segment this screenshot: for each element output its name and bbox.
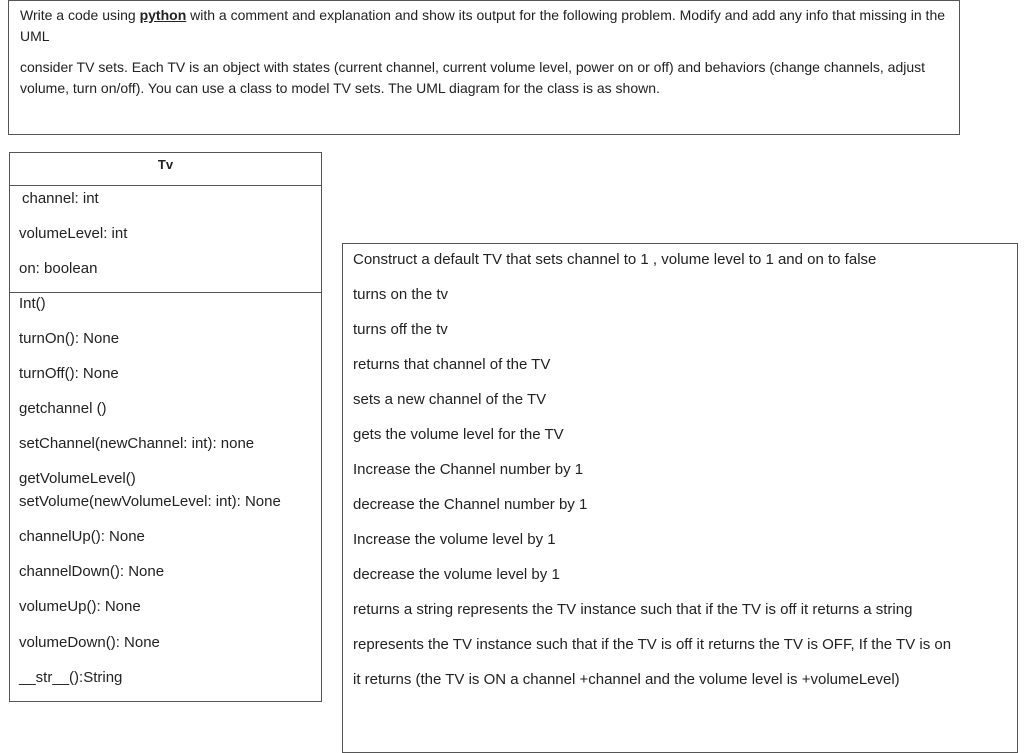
description-line: decrease the volume level by 1 [353, 566, 560, 583]
problem-statement-box [8, 0, 960, 135]
description-line: returns that channel of the TV [353, 356, 551, 373]
description-line: sets a new channel of the TV [353, 391, 547, 408]
uml-method: getVolumeLevel() [19, 470, 136, 487]
description-line: turns on the tv [353, 286, 449, 303]
description-line: decrease the Channel number by 1 [353, 496, 588, 513]
instruction-paragraph [20, 5, 950, 47]
uml-method: channelUp(): None [19, 528, 145, 545]
uml-method: volumeUp(): None [19, 598, 141, 615]
python-keyword: python [139, 7, 187, 23]
uml-method: setVolume(newVolumeLevel: int): None [19, 493, 281, 510]
uml-attribute: volumeLevel: int [19, 225, 128, 242]
description-line: returns a string represents the TV instance such that if the TV is off it returns a string [353, 601, 913, 618]
uml-method: Int() [19, 295, 46, 312]
method-descriptions-box [342, 243, 1018, 753]
problem-statement-text [20, 5, 950, 99]
description-line: Increase the volume level by 1 [353, 531, 556, 548]
instruction-text-end: with a comment and explanation and show its output for the following problem. Modify and add any info that missing in the UML [20, 7, 946, 44]
uml-attribute: channel: int [22, 190, 99, 207]
uml-class-diagram [9, 152, 322, 702]
description-line: turns off the tv [353, 321, 448, 338]
uml-method: getchannel () [19, 400, 107, 417]
description-line: represents the TV instance such that if the TV is off it returns the TV is OFF, If the TV is on [353, 636, 952, 653]
uml-method: __str__():String [19, 669, 123, 686]
instruction-text-start: Write a code using [20, 7, 140, 23]
problem-paragraph: consider TV sets. Each TV is an object with states (current channel, current volume level, power on or off) and behaviors (change channels, adjust volume, turn on/off). You can use a class to model TV sets. The UML diagram for the class is as shown. [20, 59, 926, 96]
description-line: Construct a default TV that sets channel to 1 , volume level to 1 and on to false [353, 251, 877, 268]
uml-method: turnOn(): None [19, 330, 120, 347]
uml-attributes-section [10, 186, 321, 293]
uml-method: channelDown(): None [19, 563, 165, 580]
description-line: Increase the Channel number by 1 [353, 461, 584, 478]
uml-method: turnOff(): None [19, 365, 119, 382]
uml-attribute: on: boolean [19, 260, 98, 277]
description-line: it returns (the TV is ON a channel +channel and the volume level is +volumeLevel) [353, 671, 900, 688]
uml-method: volumeDown(): None [19, 634, 160, 651]
description-line: gets the volume level for the TV [353, 426, 564, 443]
uml-class-name: Tv [10, 153, 321, 186]
uml-method: setChannel(newChannel: int): none [19, 435, 255, 452]
